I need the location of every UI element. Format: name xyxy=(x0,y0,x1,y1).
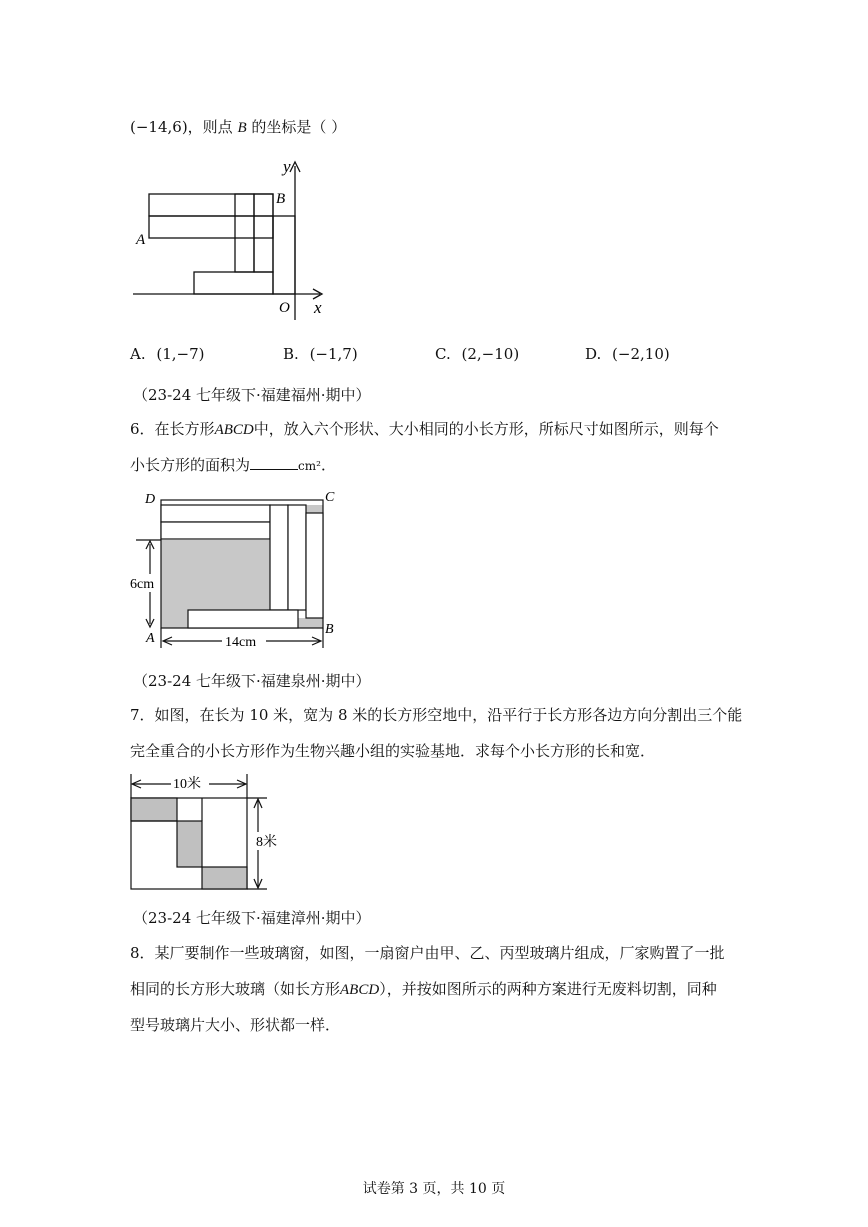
q5-rect-vert-2 xyxy=(254,194,273,272)
q6-dim-height-label: 6cm xyxy=(130,577,155,592)
q5-label-y: y xyxy=(283,157,291,176)
q6-figure xyxy=(128,488,343,653)
q5-option-c-value: (2,−10) xyxy=(461,345,520,363)
q6-shaded-corner xyxy=(306,505,323,513)
q6-small-rect-1 xyxy=(161,505,270,522)
q5-option-c xyxy=(435,345,519,363)
q8-source: （23-24 七年级下·福建漳州·期中） xyxy=(133,909,371,927)
q7-line-2: 完全重合的小长方形作为生物兴趣小组的实验基地．求每个小长方形的长和宽． xyxy=(130,742,656,760)
q7-number: 7． xyxy=(130,706,155,724)
q8-number: 8． xyxy=(130,944,155,962)
q5-stem xyxy=(130,112,346,143)
q6-line2-pre: 小长方形的面积为 xyxy=(130,456,251,474)
q5-label-b: B xyxy=(276,191,286,207)
q6-line1-post: 中，放入六个形状、大小相同的小长方形，所标尺寸如图所示，则每个 xyxy=(253,420,719,438)
q5-option-a-value: (1,−7) xyxy=(156,345,205,363)
q5-coord: (−14,6) xyxy=(130,118,188,136)
q8-line1-text: 某厂要制作一些玻璃窗，如图，一扇窗户由甲、乙、丙型玻璃片组成，厂家购置了一批 xyxy=(154,944,725,962)
q7-figure xyxy=(125,770,290,898)
q8-line-3: 型号玻璃片大小、形状都一样． xyxy=(130,1016,341,1034)
q5-option-d xyxy=(585,345,670,363)
q6-small-rect-3 xyxy=(270,505,288,610)
q7-source: （23-24 七年级下·福建泉州·期中） xyxy=(133,672,371,690)
q8-rect-name: ABCD xyxy=(340,982,380,998)
q6-rect-name: ABCD xyxy=(214,422,254,438)
q5-figure xyxy=(125,150,340,325)
q5-option-b-value: (−1,7) xyxy=(309,345,358,363)
q6-dim-width-label: 14cm xyxy=(225,635,257,650)
q5-label-a: A xyxy=(136,232,146,248)
q7-line1-text: 如图，在长为 10 米，宽为 8 米的长方形空地中，沿平行于长方形各边方向分割出三个能 xyxy=(154,706,743,724)
q5-rect-bottom xyxy=(194,272,273,294)
q6-label-a: A xyxy=(146,631,155,646)
q5-option-a xyxy=(130,345,205,363)
q5-option-d-value: (−2,10) xyxy=(612,345,670,363)
q6-unit: cm² xyxy=(298,459,321,473)
q6-source: （23-24 七年级下·福建福州·期中） xyxy=(133,386,371,404)
q5-option-a-letter: A. xyxy=(130,345,146,363)
q7-small-rect-2 xyxy=(177,821,202,867)
q6-small-rect-5 xyxy=(306,513,323,618)
q5-rect-right xyxy=(273,216,295,294)
q6-line1-pre: 在长方形 xyxy=(154,420,215,438)
q6-label-b: B xyxy=(325,622,334,637)
q5-stem-text: ，则点 xyxy=(187,118,233,136)
q6-answer-blank[interactable] xyxy=(250,455,298,470)
q6-label-c: C xyxy=(325,490,335,505)
q6-line-1 xyxy=(130,414,719,445)
q6-small-rect-6 xyxy=(188,610,298,628)
q5-option-b xyxy=(283,345,358,363)
q7-line-1 xyxy=(130,700,742,730)
q5-option-d-letter: D. xyxy=(585,345,602,363)
q5-point-b: B xyxy=(237,120,247,136)
q6-number: 6． xyxy=(130,420,155,438)
q5-label-o: O xyxy=(279,300,290,316)
q5-label-x: x xyxy=(314,298,322,317)
q7-small-rect-1 xyxy=(131,798,177,821)
q5-rect-vert-1 xyxy=(235,194,254,272)
q7-dim-height-label: 8米 xyxy=(256,835,277,850)
q7-small-rect-3 xyxy=(202,867,247,889)
q5-option-b-letter: B. xyxy=(283,345,299,363)
q6-small-rect-4 xyxy=(288,505,306,610)
q8-line2-post: ），并按如图所示的两种方案进行无废料切割，同种 xyxy=(379,980,717,998)
q6-small-rect-2 xyxy=(161,522,270,539)
q7-dim-width-label: 10米 xyxy=(173,777,201,792)
q5-stem-tail: 的坐标是（ ） xyxy=(251,118,347,136)
q6-label-d: D xyxy=(145,492,156,507)
q5-option-c-letter: C. xyxy=(435,345,451,363)
q8-line2-pre: 相同的长方形大玻璃（如长方形 xyxy=(130,980,341,998)
page-footer: 试卷第 3 页，共 10 页 xyxy=(362,1181,506,1197)
q6-line-2 xyxy=(130,450,336,481)
q6-line2-post: ． xyxy=(320,456,336,474)
q8-line-2 xyxy=(130,974,717,1005)
q8-line-1 xyxy=(130,938,725,968)
